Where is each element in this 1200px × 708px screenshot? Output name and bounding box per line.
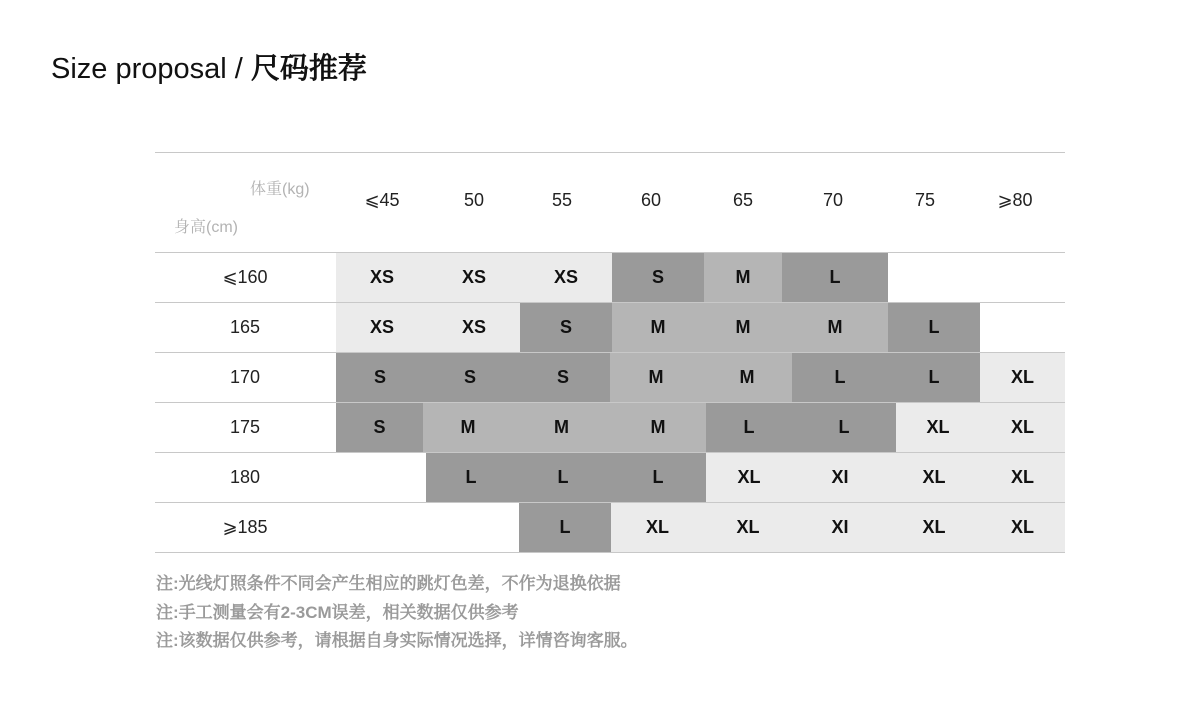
size-cell xyxy=(980,303,1065,352)
row-divider xyxy=(155,552,1065,553)
size-cell: XI xyxy=(792,453,888,502)
size-cell: XL xyxy=(704,503,792,552)
weight-column-header: 70 xyxy=(822,190,844,210)
row-divider xyxy=(155,302,1065,303)
weight-column-header: ⩾80 xyxy=(997,190,1033,210)
height-row-label: 165 xyxy=(229,317,261,337)
row-divider xyxy=(155,352,1065,353)
size-cell: XS xyxy=(336,303,428,352)
size-cell: M xyxy=(513,403,610,452)
size-cell: M xyxy=(702,353,792,402)
weight-column-header: 65 xyxy=(732,190,754,210)
row-divider xyxy=(155,402,1065,403)
size-cell: L xyxy=(610,453,706,502)
size-cell: M xyxy=(423,403,513,452)
note-line: 注:光线灯照条件不同会产生相应的跳灯色差，不作为退换依据 xyxy=(156,574,621,593)
size-cell: M xyxy=(704,253,782,302)
size-cell: XL xyxy=(888,453,980,502)
size-cell xyxy=(336,453,426,502)
row-divider xyxy=(155,502,1065,503)
weight-column-header: 75 xyxy=(914,190,936,210)
note-line: 注:手工测量会有2-3CM误差，相关数据仅供参考 xyxy=(156,602,519,622)
size-cell: M xyxy=(610,353,702,402)
size-cell: L xyxy=(519,503,611,552)
size-cell: L xyxy=(888,303,980,352)
weight-column-header: ⩽45 xyxy=(364,190,400,210)
size-cell: L xyxy=(782,253,888,302)
height-row-label: 170 xyxy=(229,367,261,387)
size-cell: S xyxy=(520,303,612,352)
size-cell: S xyxy=(336,403,423,452)
size-cell: XI xyxy=(792,503,888,552)
table-top-border xyxy=(155,152,1065,153)
height-row-label: 175 xyxy=(229,417,261,437)
page-title xyxy=(51,50,367,88)
size-cell xyxy=(888,253,980,302)
title-chinese: 尺码推荐 xyxy=(250,53,367,85)
size-cell: M xyxy=(612,303,704,352)
size-cell: M xyxy=(782,303,888,352)
size-cell: L xyxy=(792,353,888,402)
size-cell: S xyxy=(612,253,704,302)
height-row-label: ⩾185 xyxy=(222,517,268,537)
notes xyxy=(156,570,638,656)
size-cell: XL xyxy=(980,453,1065,502)
size-cell: L xyxy=(888,353,980,402)
size-cell: XL xyxy=(706,453,792,502)
size-cell: S xyxy=(516,353,610,402)
size-cell: XL xyxy=(980,503,1065,552)
weight-axis-label: 体重(kg) xyxy=(250,181,310,198)
size-cell: XL xyxy=(611,503,704,552)
height-axis-label: 身高(cm) xyxy=(174,219,238,236)
height-row-label: ⩽160 xyxy=(222,267,268,287)
size-cell xyxy=(426,503,519,552)
size-cell xyxy=(980,253,1065,302)
weight-column-header: 50 xyxy=(463,190,485,210)
height-row-label: 180 xyxy=(229,467,261,487)
size-cell: XL xyxy=(896,403,980,452)
size-cell: XL xyxy=(980,403,1065,452)
size-cell: L xyxy=(706,403,792,452)
size-cell: XS xyxy=(428,253,520,302)
row-divider xyxy=(155,252,1065,253)
size-cell: L xyxy=(426,453,516,502)
row-divider xyxy=(155,452,1065,453)
size-cell: XL xyxy=(888,503,980,552)
weight-column-header: 60 xyxy=(640,190,662,210)
size-cell: XS xyxy=(336,253,428,302)
size-cell: S xyxy=(424,353,516,402)
size-cell: M xyxy=(704,303,782,352)
weight-column-header: 55 xyxy=(551,190,573,210)
size-cell: L xyxy=(792,403,896,452)
size-cell: M xyxy=(610,403,706,452)
size-cell: L xyxy=(516,453,610,502)
note-line: 注:该数据仅供参考，请根据自身实际情况选择，详情咨询客服。 xyxy=(156,631,638,650)
size-cell: XS xyxy=(428,303,520,352)
title-english: Size proposal / xyxy=(51,53,251,85)
size-cell: S xyxy=(336,353,424,402)
size-cell: XS xyxy=(520,253,612,302)
size-cell xyxy=(336,503,426,552)
size-cell: XL xyxy=(980,353,1065,402)
